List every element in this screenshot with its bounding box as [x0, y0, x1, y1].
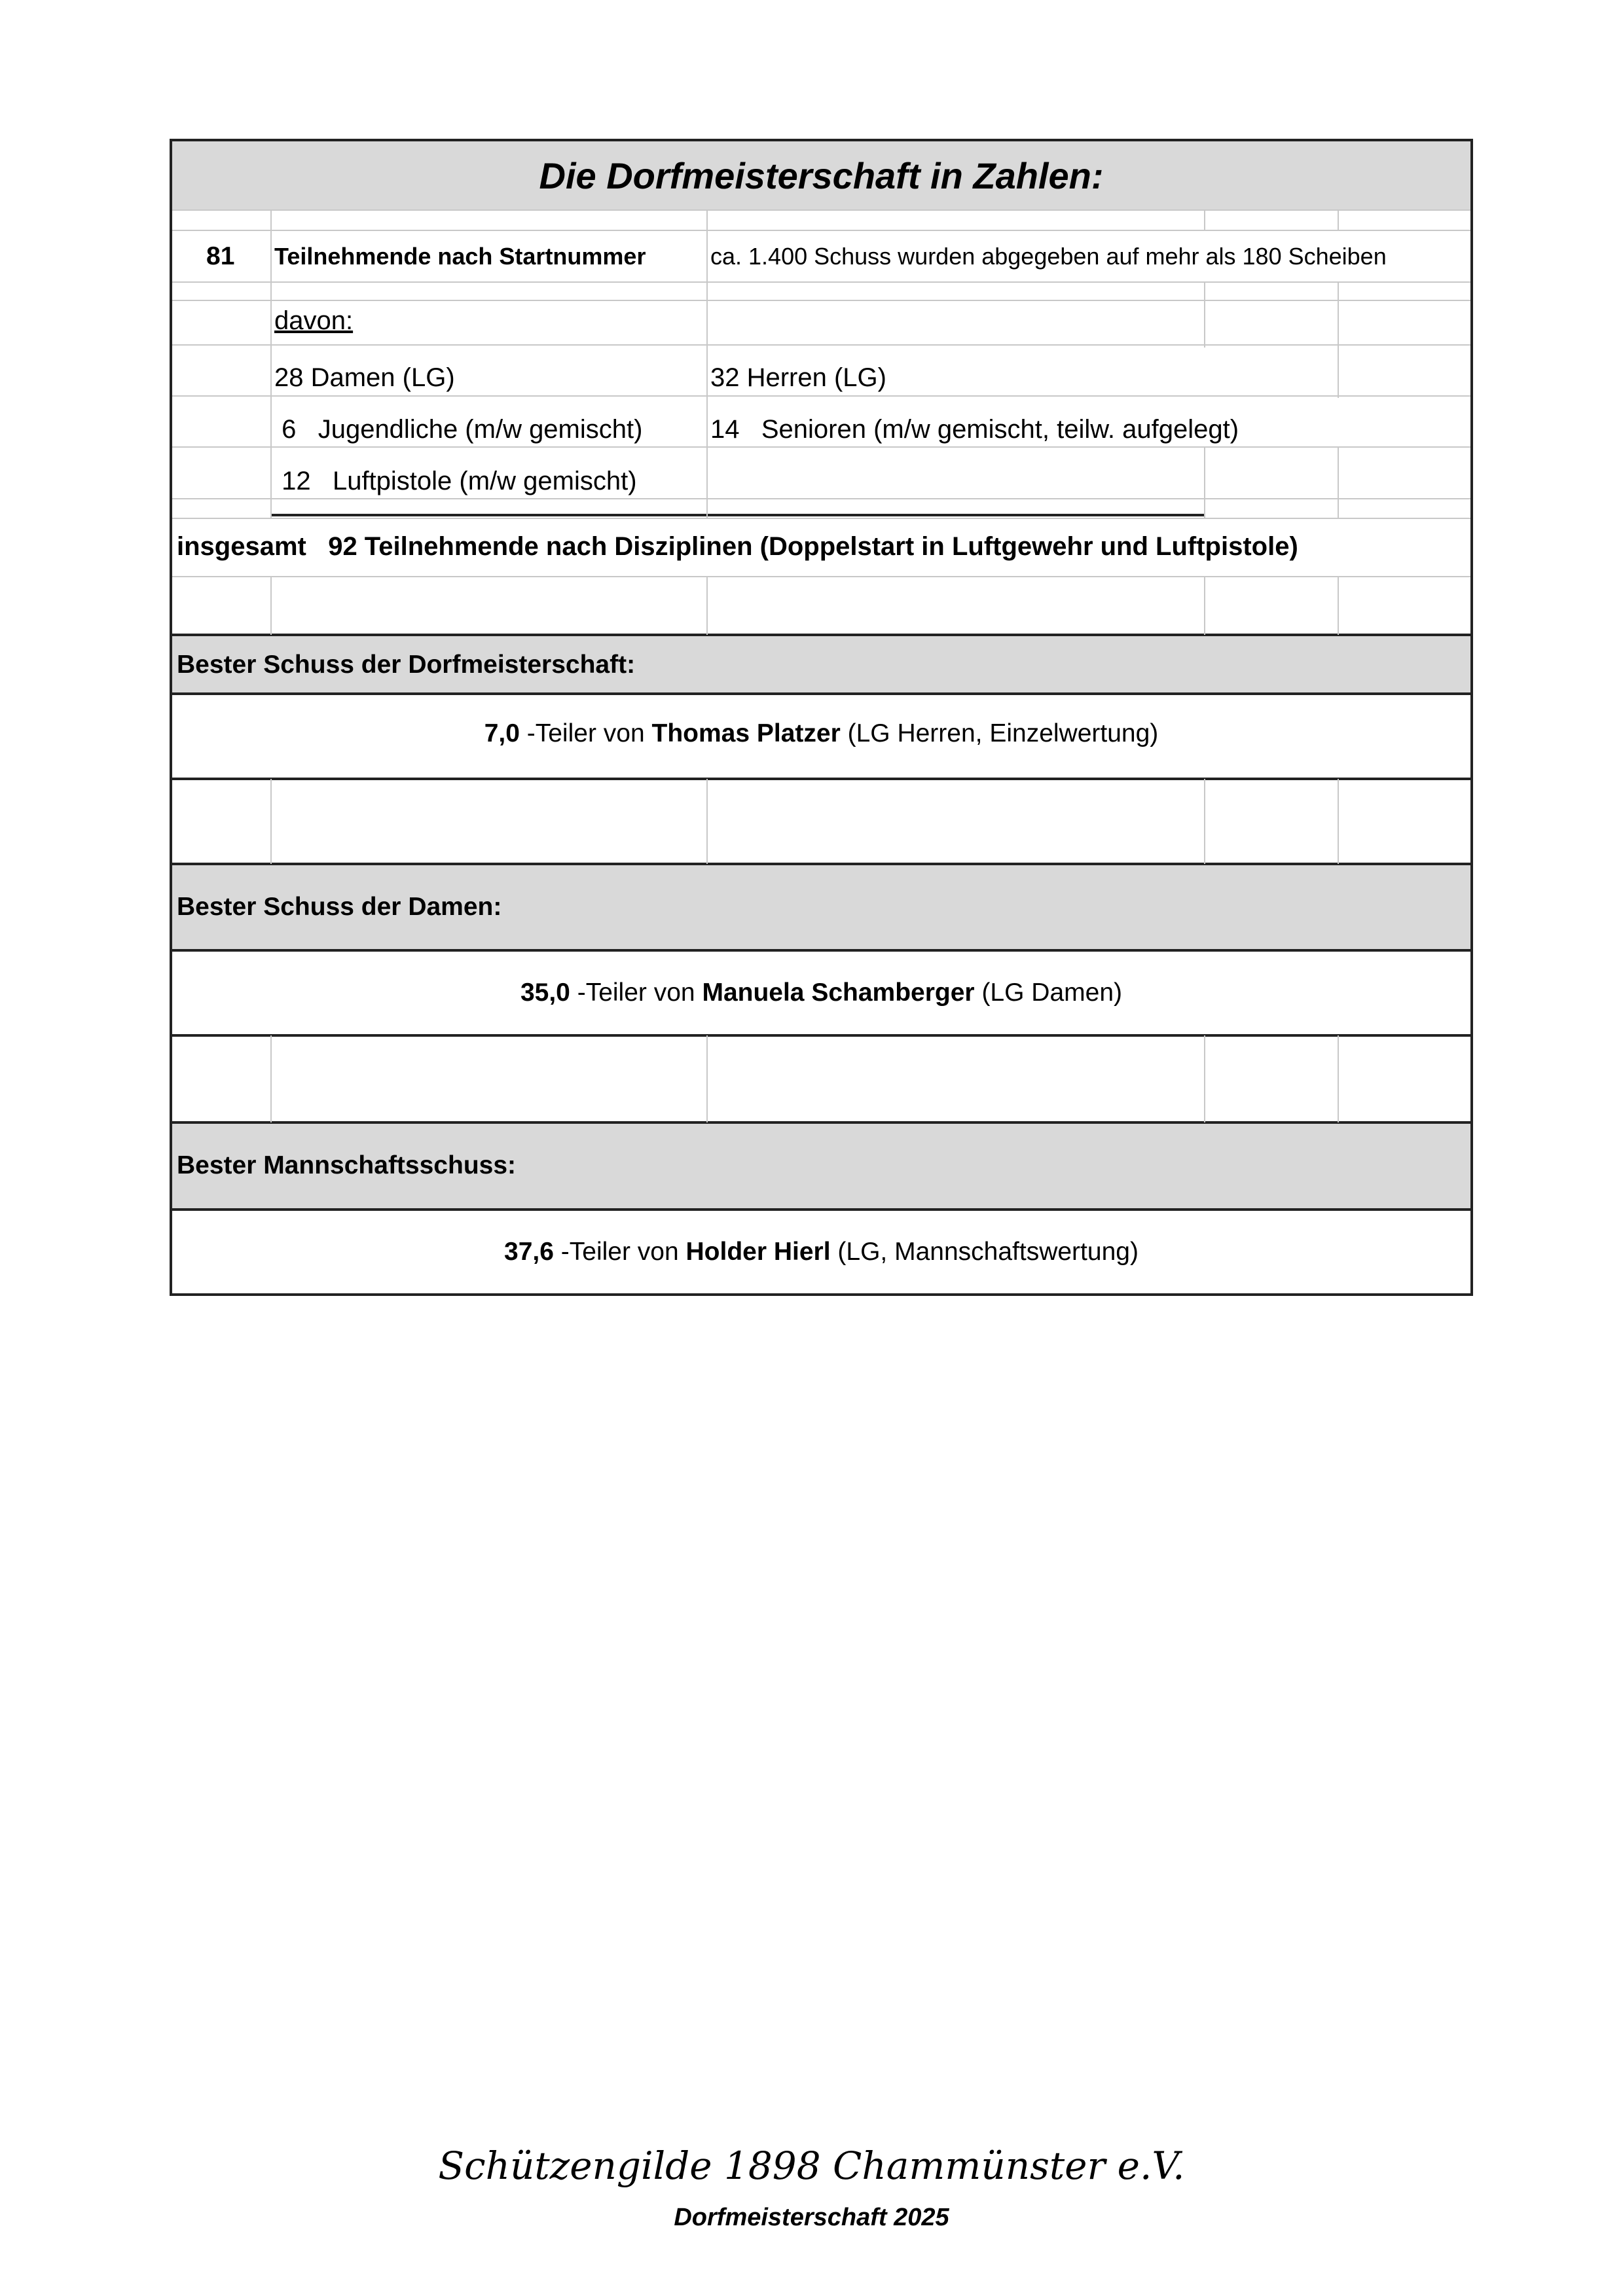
- best-overall-value: 7,0: [484, 719, 520, 747]
- stats-table: [170, 139, 1473, 1296]
- best-women-value: 35,0: [520, 978, 570, 1007]
- total-label: insgesamt: [177, 532, 306, 561]
- start-count: 81: [206, 242, 235, 270]
- count-luftpistole: 12 Luftpistole (m/w gemischt): [274, 467, 637, 495]
- best-team-line: [172, 1238, 1470, 1266]
- best-overall-name: Thomas Platzer: [651, 719, 841, 747]
- shots-note: ca. 1.400 Schuss wurden abgegeben auf mehr als 180 Scheiben: [710, 243, 1387, 270]
- breakdown-heading: davon:: [274, 306, 354, 335]
- count-herren: 32 Herren (LG): [710, 363, 886, 392]
- count-damen: 28 Damen (LG): [274, 363, 455, 392]
- best-women-line: [172, 978, 1470, 1007]
- best-overall-heading: Bester Schuss der Dorfmeisterschaft:: [177, 651, 636, 679]
- start-label: Teilnehmende nach Startnummer: [274, 243, 646, 270]
- best-women-name: Manuela Schamberger: [702, 978, 975, 1007]
- best-women-mid: -Teiler von: [570, 978, 702, 1007]
- best-overall-detail: (LG Herren, Einzelwertung): [840, 719, 1159, 747]
- best-team-heading: Bester Mannschaftsschuss:: [177, 1151, 517, 1179]
- total-line: [177, 532, 1298, 562]
- best-team-name: Holder Hierl: [685, 1238, 831, 1266]
- best-team-value: 37,6: [504, 1238, 554, 1266]
- best-team-mid: -Teiler von: [553, 1238, 686, 1266]
- best-overall-line: [172, 719, 1470, 748]
- sum-rule: [272, 514, 1204, 516]
- total-text: 92 Teilnehmende nach Disziplinen (Doppelstart in Luftgewehr und Luftpistole): [328, 532, 1298, 561]
- best-overall-mid: -Teiler von: [519, 719, 652, 747]
- footer-club: Schützengilde 1898 Chammünster e.V.: [438, 2144, 1185, 2188]
- page-title: Die Dorfmeisterschaft in Zahlen:: [539, 155, 1104, 196]
- count-senioren: 14 Senioren (m/w gemischt, teilw. aufgelegt): [710, 415, 1239, 444]
- best-team-detail: (LG, Mannschaftswertung): [830, 1238, 1139, 1266]
- count-jugend: 6 Jugendliche (m/w gemischt): [274, 415, 643, 444]
- best-women-detail: (LG Damen): [974, 978, 1123, 1007]
- footer-event: Dorfmeisterschaft 2025: [674, 2204, 949, 2231]
- best-women-heading: Bester Schuss der Damen:: [177, 893, 502, 921]
